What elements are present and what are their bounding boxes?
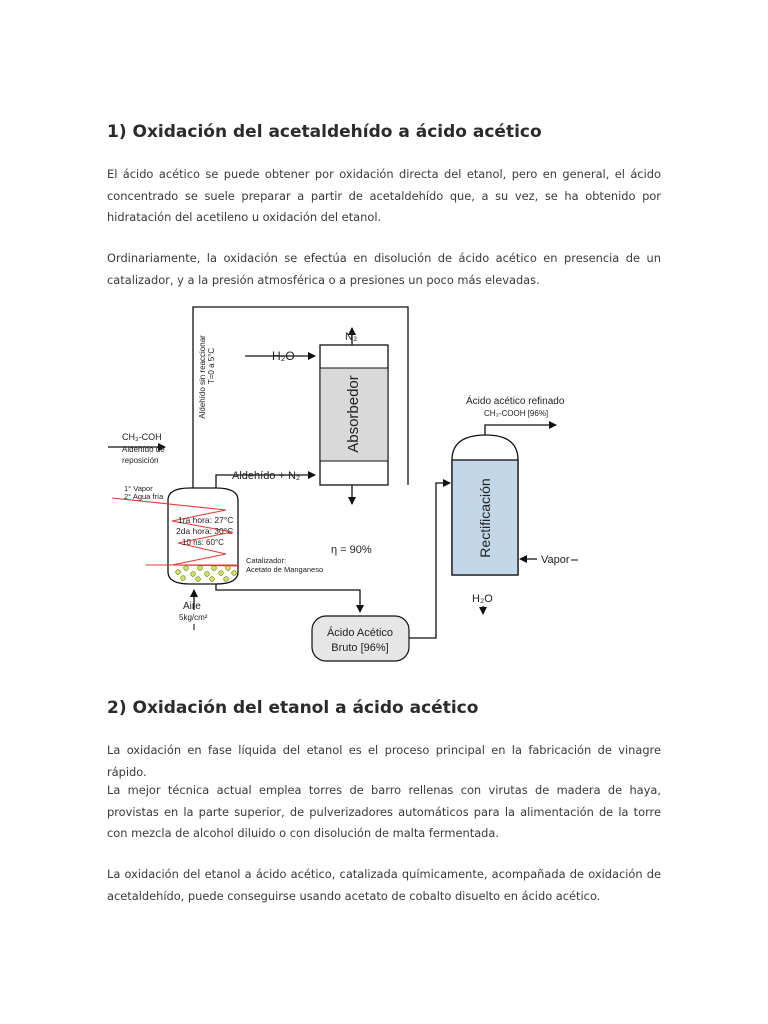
h2o-in-label: H₂O: [272, 349, 295, 363]
refined-outlet-line: [485, 425, 556, 435]
vapor-in-label: Vapor: [541, 554, 570, 566]
crude-acid-label-1: Ácido Acético: [326, 627, 394, 639]
air-label: Aire: [183, 601, 201, 612]
rectification-label: Rectificación: [477, 478, 493, 558]
feed-formula: CH₃-COH: [122, 432, 162, 442]
stage-1-label: 1ra hora: 27°C: [178, 515, 234, 525]
section2-paragraph-3: La oxidación del etanol a ácido acético, catalizada químicamente, acompañada de oxidación de acetaldehído, puede conseguirse usando acetato de cobalto disuelto en ácido acético.: [107, 867, 661, 903]
reactor-to-crude-line: [216, 584, 360, 612]
vapor-label: 1° Vapor: [124, 484, 153, 493]
crude-to-column-line: [409, 483, 450, 638]
n2-top-label: N₂: [345, 331, 358, 343]
efficiency-label: η = 90%: [331, 544, 372, 556]
aldehyde-n2-label: Aldehído + N₂: [232, 470, 301, 482]
recycle-label-1: Aldehído sin reaccionar: [198, 335, 207, 419]
feed-label-1: Aldehído de: [122, 445, 165, 454]
refined-label-1: Ácido acético refinado: [466, 396, 565, 407]
reactor-vessel: [112, 488, 238, 584]
section1-paragraph-1: El ácido acético se puede obtener por oxidación directa del etanol, pero en general, el ácido concentrado se suele preparar a partir de acetaldehído que, a su vez, se ha obtenido por hidratación del acetileno u oxidación del etanol.: [107, 167, 661, 224]
section2-paragraph-2: La mejor técnica actual emplea torres de barro rellenas con virutas de madera de haya, provistas en la parte superior, de pulverizadores automáticos para la alimentación de la torre con mezcla de alcohol diluido o con disolución de malta fermentada.: [107, 783, 661, 840]
catalyst-label-1: Catalizador:: [246, 556, 287, 565]
stage-2-label: 2da hora: 30°C: [176, 526, 234, 536]
h2o-out-label: H₂O: [472, 593, 493, 605]
feed-label-2: reposición: [122, 456, 159, 465]
absorber-label: Absorbedor: [345, 375, 362, 453]
section2-title: 2) Oxidación del etanol a ácido acético: [107, 698, 479, 718]
section1-title: 1) Oxidación del acetaldehído a ácido acético: [107, 122, 542, 142]
air-pressure-label: 5kg/cm²: [179, 613, 208, 622]
recycle-label-2: T=0 a 5°C: [207, 347, 216, 385]
cold-water-label: 2° Agua fría: [124, 492, 164, 501]
section2-paragraph-1: La oxidación en fase líquida del etanol es el proceso principal en la fabricación de vinagre rápido.: [107, 743, 661, 779]
section1-paragraph-2: Ordinariamente, la oxidación se efectúa en disolución de ácido acético en presencia de un catalizador, y a la presión atmosférica o a presiones un poco más elevadas.: [107, 251, 661, 287]
catalyst-label-2: Acetato de Manganeso: [246, 565, 324, 574]
refined-label-2: CH₃-COOH [96%]: [484, 409, 549, 418]
stage-3-label: 10 hs: 60°C: [182, 538, 224, 547]
crude-acid-label-2: Bruto [96%]: [331, 642, 389, 654]
